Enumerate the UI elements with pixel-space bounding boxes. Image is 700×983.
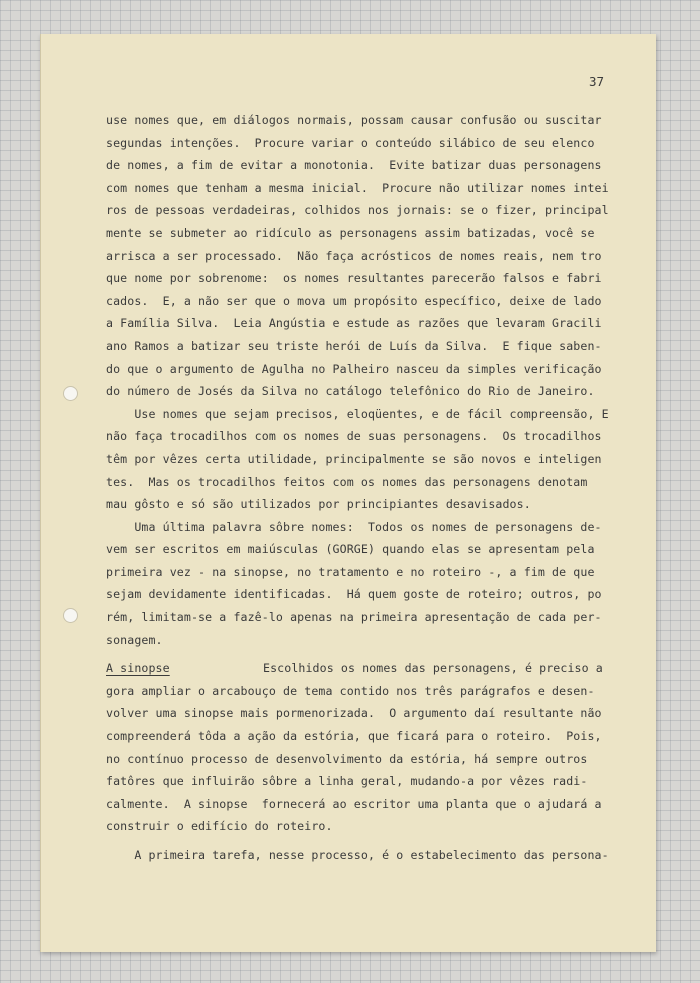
text-line: sonagem. (106, 632, 163, 647)
text-line: ano Ramos a batizar seu triste herói de Luís da Silva. E fique saben- (106, 338, 602, 353)
typed-page (40, 34, 656, 952)
text-line: do que o argumento de Agulha no Palheiro nasceu da simples verificação (106, 361, 602, 376)
text-line: Uma última palavra sôbre nomes: Todos os nomes de personagens de- (106, 519, 602, 534)
text-line: primeira vez - na sinopse, no tratamento e no roteiro -, a fim de que (106, 564, 595, 579)
text-line: vem ser escritos em maiúsculas (GORGE) quando elas se apresentam pela (106, 542, 595, 557)
text-line: fatôres que influirão sôbre a linha geral, mudando-a por vêzes radi- (106, 774, 588, 789)
section-heading: A sinopse (106, 661, 170, 676)
text-line: calmente. A sinopse fornecerá ao escritor uma planta que o ajudará a (106, 796, 602, 811)
text-line: arrisca a ser processado. Não faça acrósticos de nomes reais, nem tro (106, 248, 602, 263)
text-line: têm por vêzes certa utilidade, principalmente se são novos e inteligen (106, 451, 602, 466)
punch-hole (63, 386, 78, 401)
text-line: mau gôsto e só são utilizados por principiantes desavisados. (106, 497, 531, 512)
text-line: use nomes que, em diálogos normais, possam causar confusão ou suscitar (106, 113, 602, 127)
page-number: 37 (589, 74, 605, 89)
text-line: no contínuo processo de desenvolvimento da estória, há sempre outros (106, 751, 588, 766)
section-first-line: Escolhidos os nomes das personagens, é preciso a (263, 661, 603, 676)
text-line: de nomes, a fim de evitar a monotonia. Evite batizar duas personagens (106, 158, 602, 173)
text-line: Use nomes que sejam precisos, eloqüentes, e de fácil compreensão, E (106, 406, 609, 421)
text-line: gora ampliar o arcabouço de tema contido nos três parágrafos e desen- (106, 683, 595, 698)
text-line: ros de pessoas verdadeiras, colhidos nos jornais: se o fizer, principal (106, 203, 609, 218)
text-line: volver uma sinopse mais pormenorizada. O argumento daí resultante não (106, 706, 602, 721)
text-line: sejam devidamente identificadas. Há quem goste de roteiro; outros, po (106, 587, 602, 602)
text-line: tes. Mas os trocadilhos feitos com os nomes das personagens denotam (106, 474, 588, 489)
text-line: cados. E, a não ser que o mova um propósito específico, deixe de lado (106, 293, 602, 308)
text-line: construir o edifício do roteiro. (106, 819, 333, 834)
text-line: compreenderá tôda a ação da estória, que ficará para o roteiro. Pois, (106, 729, 602, 744)
text-line: segundas intenções. Procure variar o conteúdo silábico de seu elenco (106, 135, 595, 150)
typed-text (106, 109, 626, 867)
text-line: não faça trocadilhos com os nomes de suas personagens. Os trocadilhos (106, 429, 602, 444)
text-line: a Família Silva. Leia Angústia e estude as razões que levaram Gracili (106, 316, 602, 331)
text-line: com nomes que tenham a mesma inicial. Procure não utilizar nomes intei (106, 180, 609, 195)
section-heading-line (106, 657, 626, 680)
text-line: A primeira tarefa, nesse processo, é o estabelecimento das persona- (106, 848, 609, 862)
text-line: do número de Josés da Silva no catálogo telefônico do Rio de Janeiro. (106, 384, 595, 399)
text-line: mente se submeter ao ridículo as personagens assim batizadas, você se (106, 225, 595, 240)
text-line: rém, limitam-se a fazê-lo apenas na primeira apresentação de cada per- (106, 610, 602, 625)
punch-hole (63, 608, 78, 623)
text-line: que nome por sobrenome: os nomes resultantes parecerão falsos e fabri (106, 271, 602, 286)
